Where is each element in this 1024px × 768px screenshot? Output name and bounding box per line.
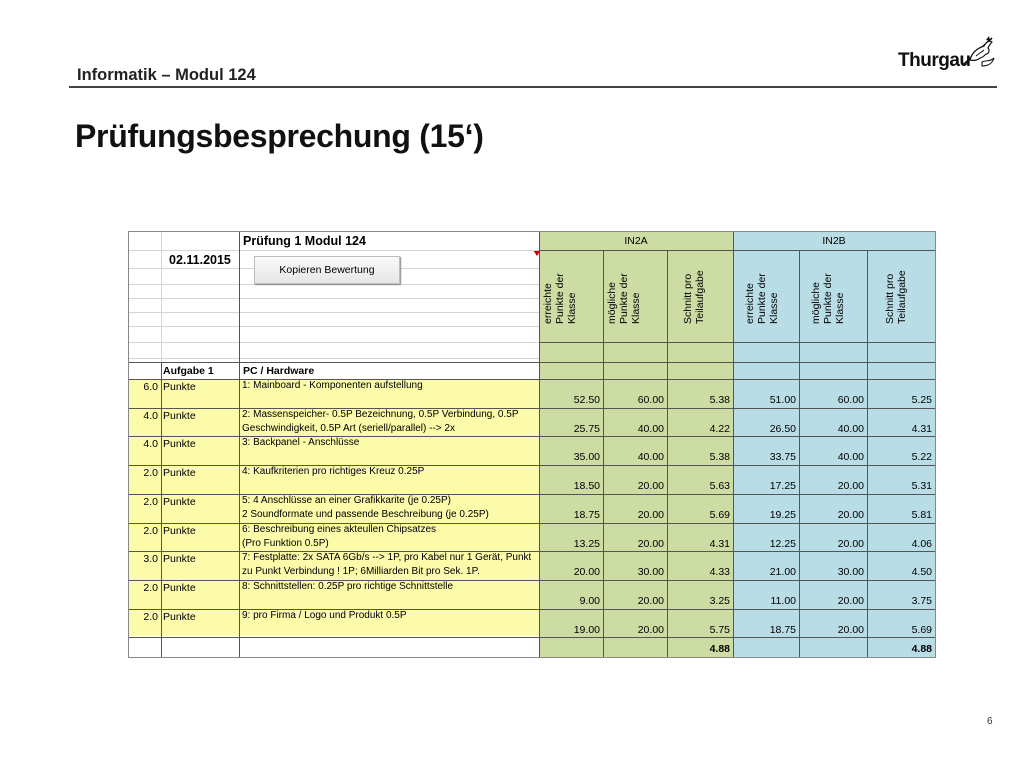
in2a-average: 4.31 [709,537,730,550]
in2b-reached: 12.25 [769,537,796,550]
task-topic: PC / Hardware [243,365,315,377]
task-label: Aufgabe 1 [163,365,214,377]
in2a-reached: 35.00 [573,451,600,464]
gridline [129,523,935,524]
in2a-average: 5.38 [709,451,730,464]
in2b-possible: 40.00 [837,451,864,464]
gridline [129,326,539,327]
gridline [129,465,935,466]
row-unit: Punkte [163,610,196,623]
row-unit: Punkte [163,581,196,594]
gridline [161,362,162,657]
in2a-possible: 60.00 [637,394,664,406]
row-description-line1: 5: 4 Anschlüsse an einer Grafikkarite (je 0.25P) [242,494,451,506]
gridline [129,408,935,409]
in2b-average: 3.75 [911,594,932,607]
in2a-reached: 19.00 [573,623,600,636]
row-points: 6.0 [143,381,158,393]
in2b-possible: 20.00 [837,508,864,521]
in2a-average: 4.33 [709,566,730,579]
row-unit: Punkte [163,495,196,508]
in2b-average: 4.31 [911,422,932,435]
row-points: 4.0 [143,438,158,451]
in2a-average: 3.25 [709,594,730,607]
lion-crest-icon [962,34,998,70]
row-points: 2.0 [143,495,158,508]
header-rule [69,86,997,88]
gridline [733,250,734,657]
row-description-line1: 6: Beschreibung eines akteullen Chipsatzes [242,523,437,535]
row-unit: Punkte [163,438,196,451]
gridline [129,250,539,251]
gridline [129,637,935,638]
in2b-reached: 26.50 [769,422,796,435]
gridline [129,362,935,363]
row-description-line2: (Pro Funktion 0.5P) [242,537,329,549]
in2a-average: 5.69 [709,508,730,521]
gridline [539,232,540,250]
in2b-reached: 11.00 [770,594,796,607]
in2a-possible: 20.00 [637,480,664,493]
row-description-line1: 8: Schnittstellen: 0.25P pro richtige Schnittstelle [242,580,454,592]
gridline [129,342,539,343]
row-unit: Punkte [163,553,196,566]
in2a-average: 5.63 [709,480,730,493]
in2b-possible: 40.00 [837,422,864,435]
in2b-average: 5.22 [911,451,932,464]
logo-text: Thurgau [898,50,971,71]
col-header-a-avg: Schnitt pro Teilaufgabe [682,270,706,324]
in2b-average: 5.25 [911,394,932,406]
row-description-line2: Geschwindigkeit, 0.5P Art (seriell/parallel) --> 2x [242,422,455,434]
row-description-line1: 4: Kaufkriterien pro richtiges Kreuz 0.25P [242,466,425,478]
in2a-possible: 20.00 [637,508,664,521]
in2b-possible: 20.00 [837,537,864,550]
in2b-possible: 20.00 [837,594,864,607]
page-title: Prüfungsbesprechung (15‘) [75,118,484,154]
in2b-average: 4.50 [911,566,932,579]
exam-title: Prüfung 1 Modul 124 [243,234,366,248]
row-unit: Punkte [163,467,196,480]
col-header-b-reached: erreichte Punkte der Klasse [744,273,780,324]
in2a-possible: 30.00 [637,566,664,579]
in2b-reached: 33.75 [769,451,796,464]
col-header-b-possible: mögliche Punkte der Klasse [810,273,846,324]
row-description-line2: 2 Soundformate und passende Beschreibung (je 0.25P) [242,508,489,520]
in2a-possible: 20.00 [637,537,664,550]
gridline [239,232,240,657]
gridline [129,284,539,285]
gridline [129,312,539,313]
page-number: 6 [987,716,993,727]
in2b-reached: 17.25 [769,480,796,493]
in2b-possible: 20.00 [837,480,864,493]
thurgau-logo [898,34,998,78]
copy-rating-button[interactable]: Kopieren Bewertung [254,256,400,284]
in2b-average: 5.69 [911,623,932,636]
gridline [129,494,935,495]
in2b-possible: 30.00 [837,566,864,579]
in2b-possible: 20.00 [837,623,864,636]
in2a-reached: 20.00 [573,566,600,579]
row-unit: Punkte [163,524,196,537]
in2a-possible: 20.00 [637,594,664,607]
gridline [667,250,668,657]
total-b: 4.88 [911,643,932,655]
gridline [161,232,162,379]
row-description-line1: 2: Massenspeicher- 0.5P Bezeichnung, 0.5P Verbindung, 0.5P [242,408,519,420]
row-unit: Punkte [163,381,196,393]
gridline [603,250,604,657]
in2b-reached: 19.25 [769,508,796,521]
row-description-line1: 7: Festplatte: 2x SATA 6Gb/s --> 1P, pro Kabel nur 1 Gerät, Punkt [242,552,532,564]
gridline [867,250,868,657]
in2b-average: 5.81 [911,508,932,521]
gridline [539,250,540,657]
gridline [539,342,935,343]
exam-date: 02.11.2015 [169,253,231,267]
in2a-reached: 13.25 [573,537,600,550]
gridline [129,436,935,437]
in2a-possible: 20.00 [637,623,664,636]
header-title: Informatik – Modul 124 [77,66,256,84]
col-header-a-reached: erreichte Punkte der Klasse [542,273,578,324]
in2a-possible: 40.00 [637,451,664,464]
row-points: 2.0 [143,581,158,594]
col-header-b-avg: Schnitt pro Teilaufgabe [884,270,908,324]
row-description-line1: 9: pro Firma / Logo und Produkt 0.5P [242,609,407,621]
in2a-possible: 40.00 [637,422,664,435]
in2a-reached: 18.50 [573,480,600,493]
gridline [129,379,935,380]
in2a-average: 5.38 [709,394,730,406]
row-unit: Punkte [163,409,196,422]
row-points: 4.0 [143,409,158,422]
spreadsheet [128,231,936,658]
col-header-a-possible: mögliche Punkte der Klasse [606,273,642,324]
gridline [129,551,935,552]
row-description-line1: 3: Backpanel - Anschlüsse [242,437,360,449]
row-description-line1: 1: Mainboard - Komponenten aufstellung [242,380,423,391]
in2a-average: 4.22 [709,422,730,435]
gridline [129,358,539,359]
in2b-possible: 60.00 [837,394,864,406]
class-b-header: IN2B [822,235,846,247]
gridline [129,580,935,581]
row-description-line2: zu Punkt Verbindung ! 1P; 6Milliarden Bit pro Sek. 1P. [242,566,480,578]
in2b-reached: 51.00 [769,394,796,406]
in2a-reached: 18.75 [573,508,600,521]
total-a: 4.88 [709,643,730,655]
gridline [129,298,539,299]
in2a-reached: 52.50 [573,394,600,406]
gridline [539,250,935,251]
gridline [799,250,800,657]
in2b-average: 4.06 [911,537,932,550]
row-points: 2.0 [143,524,158,537]
in2b-reached: 18.75 [769,623,796,636]
in2a-reached: 9.00 [579,594,600,607]
in2b-reached: 21.00 [769,566,796,579]
class-a-header: IN2A [624,235,648,247]
row-points: 2.0 [143,467,158,480]
in2a-reached: 25.75 [573,422,600,435]
in2b-average: 5.31 [911,480,932,493]
gridline [129,609,935,610]
in2a-average: 5.75 [709,623,730,636]
row-points: 3.0 [143,553,158,566]
row-points: 2.0 [143,610,158,623]
gridline [733,232,734,250]
